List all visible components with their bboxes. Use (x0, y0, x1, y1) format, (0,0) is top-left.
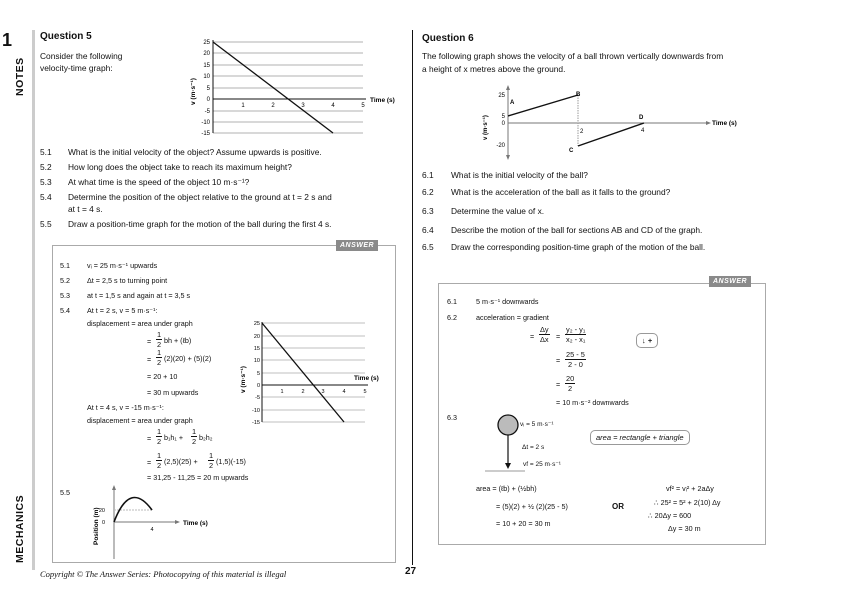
segment-ab (508, 95, 578, 116)
answer-text: b₁h₁ + (164, 433, 184, 442)
section-label: MECHANICS (14, 494, 26, 563)
svg-text:2: 2 (271, 103, 275, 109)
answer-text: Δt = 2,5 s to turning point (87, 276, 168, 285)
svg-text:B: B (576, 92, 581, 98)
svg-text:-20: -20 (496, 143, 505, 149)
svg-text:4: 4 (150, 527, 154, 533)
answer-text: ∴ 25² = 5² + 2(10) Δy (654, 498, 721, 507)
answer-text: (1,5)(-15) (216, 457, 246, 466)
question-number: 6.3 (422, 206, 434, 216)
svg-text:15: 15 (203, 63, 210, 69)
svg-text:v (m·s⁻¹): v (m·s⁻¹) (240, 366, 247, 393)
sign-convention-badge: ↓ + (636, 333, 658, 348)
svg-text:Time (s): Time (s) (354, 375, 379, 382)
equals: = (556, 332, 561, 341)
answer-text: At t = 4 s, v = -15 m·s⁻¹: (87, 403, 164, 412)
q6-intro: a height of x metres above the ground. (422, 64, 566, 74)
answer-tag: ANSWER (709, 276, 751, 287)
question-number: 6.5 (422, 242, 434, 252)
question-6-title: Question 6 (422, 33, 474, 44)
svg-text:-10: -10 (201, 120, 210, 126)
svg-text:5: 5 (361, 103, 365, 109)
answer-number: 5.1 (60, 261, 70, 270)
answer-text: vᵢ = 25 m·s⁻¹ upwards (87, 261, 158, 270)
answer-number: 6.2 (447, 313, 457, 322)
question-text: Determine the position of the object relative to the ground at t = 2 s and (68, 192, 332, 202)
q6-velocity-time-graph (470, 85, 750, 160)
answer-number: 5.2 (60, 276, 70, 285)
equals: = (147, 458, 152, 467)
q5-intro: Consider the following (40, 51, 123, 61)
answer-text: = 10 + 20 = 30 m (496, 519, 551, 528)
fraction-half: $\frac{1}{2}$ (157, 427, 162, 447)
copyright-notice: Copyright © The Answer Series: Photocopying of this material is illegal (40, 569, 287, 579)
question-number: 5.5 (40, 219, 52, 229)
fraction-dy-dx: $\frac{\Delta y}{\Delta x}$ (540, 325, 549, 345)
answer-text: displacement = area under graph (87, 319, 193, 328)
question-number: 6.1 (422, 170, 434, 180)
svg-text:D: D (639, 115, 644, 121)
answer-number: 5.4 (60, 306, 70, 315)
svg-text:0: 0 (206, 97, 210, 103)
svg-text:-10: -10 (252, 408, 260, 414)
notes-label: NOTES (14, 57, 26, 96)
svg-text:v (m·s⁻¹): v (m·s⁻¹) (190, 78, 197, 105)
question-5-title: Question 5 (40, 31, 92, 42)
svg-text:5: 5 (501, 114, 505, 120)
svg-text:10: 10 (253, 358, 260, 364)
area-hint-box: area = rectangle + triangle (590, 430, 690, 445)
answer-text: b₂h₂ (199, 433, 213, 442)
svg-text:2: 2 (580, 129, 584, 135)
fraction-half: $\frac{1}{2}$ (157, 348, 162, 368)
svg-text:5: 5 (206, 86, 210, 92)
svg-text:A: A (510, 100, 515, 106)
svg-text:4: 4 (342, 389, 346, 395)
svg-text:20: 20 (203, 51, 210, 57)
answer-velocity-time-graph (235, 318, 395, 428)
answer-text: Δy = 30 m (668, 524, 701, 533)
equals: = (556, 380, 561, 389)
equals: = (147, 434, 152, 443)
margin-bar (32, 30, 35, 570)
svg-text:1: 1 (280, 389, 284, 395)
answer-text: = 31,25 - 11,25 = 20 m upwards (147, 473, 249, 482)
answer-text: area = (ℓb) + (½bh) (476, 484, 537, 493)
answer-number: 6.3 (447, 413, 457, 422)
svg-text:Time (s): Time (s) (712, 120, 737, 127)
fraction: $\frac{20}{2}$ (566, 374, 575, 394)
fraction-half: $\frac{1}{2}$ (157, 451, 162, 471)
ball-icon (498, 415, 518, 435)
svg-text:15: 15 (253, 346, 260, 352)
answer-text: (2,5)(25) + (164, 457, 198, 466)
question-number: 5.2 (40, 162, 52, 172)
answer-text: = (5)(2) + ½ (2)(25 - 5) (496, 502, 568, 511)
fraction-gradient: $\frac{\text{y₂ - y₁}}{\text{x₂ - x₁}}$ (566, 325, 586, 345)
position-time-graph (85, 485, 215, 560)
answer-text: 5 m·s⁻¹ downwards (476, 297, 539, 306)
svg-text:Position (m): Position (m) (93, 507, 100, 545)
answer-text: ∴ 20Δy = 600 (648, 511, 692, 520)
answer-number: 5.5 (60, 488, 70, 497)
answer-number: 5.3 (60, 291, 70, 300)
svg-text:4: 4 (331, 103, 335, 109)
arrow-down-icon (505, 463, 511, 469)
question-number: 6.4 (422, 225, 434, 235)
question-text: Describe the motion of the ball for sections AB and CD of the graph. (451, 225, 703, 235)
equals: = (556, 356, 561, 365)
question-text: Determine the value of x. (451, 206, 545, 216)
q5-velocity-time-graph (180, 35, 410, 140)
equals: = (147, 355, 152, 364)
svg-text:5: 5 (363, 389, 367, 395)
svg-text:2: 2 (301, 389, 305, 395)
chapter-number: 1 (2, 30, 13, 50)
q6-intro: The following graph shows the velocity of a ball thrown vertically downwards from (422, 51, 724, 61)
fraction-half: $\frac{1}{2}$ (157, 330, 162, 350)
svg-text:-15: -15 (252, 420, 260, 426)
answer-text: vf² = vᵢ² + 2aΔy (666, 484, 714, 493)
q5-intro: velocity-time graph: (40, 63, 113, 73)
or-label: OR (612, 502, 624, 511)
answer-text: at t = 1,5 s and again at t = 3,5 s (87, 291, 191, 300)
fraction-half: $\frac{1}{2}$ (209, 451, 214, 471)
svg-text:20: 20 (98, 508, 105, 514)
svg-text:3: 3 (321, 389, 325, 395)
answer-number: 6.1 (447, 297, 457, 306)
answer-text: Δt = 2 s (522, 444, 545, 451)
svg-text:20: 20 (253, 334, 260, 340)
question-text: Draw the corresponding position-time graph of the motion of the ball. (451, 242, 706, 252)
svg-text:3: 3 (301, 103, 305, 109)
svg-text:25: 25 (253, 321, 260, 327)
answer-text: bh + (ℓb) (164, 336, 192, 345)
question-text: At what time is the speed of the object 10 m·s⁻¹? (68, 177, 250, 187)
svg-text:-5: -5 (204, 109, 210, 115)
svg-text:Time (s): Time (s) (183, 520, 208, 527)
question-text: Draw a position-time graph for the motion of the ball during the first 4 s. (68, 219, 332, 229)
svg-text:25: 25 (498, 93, 505, 99)
answer-tag: ANSWER (336, 240, 378, 251)
svg-text:C: C (569, 148, 574, 154)
svg-text:0: 0 (501, 121, 505, 127)
question-text: What is the initial velocity of the object? Assume upwards is positive. (68, 147, 322, 157)
fraction-half: $\frac{1}{2}$ (192, 427, 197, 447)
answer-text: vᵢ = 5 m·s⁻¹ (520, 421, 554, 428)
svg-text:1: 1 (241, 103, 245, 109)
svg-text:Time (s): Time (s) (370, 97, 395, 104)
question-number: 5.1 (40, 147, 52, 157)
svg-text:0: 0 (256, 383, 260, 389)
question-text: What is the initial velocity of the ball? (451, 170, 588, 180)
fraction: $\frac{25 - 5}{2 - 0}$ (566, 350, 585, 370)
falling-ball-diagram (485, 413, 525, 473)
question-text: What is the acceleration of the ball as it falls to the ground? (451, 187, 671, 197)
svg-text:5: 5 (256, 371, 260, 377)
answer-text: vf = 25 m·s⁻¹ (523, 461, 561, 468)
column-divider (412, 30, 413, 565)
equals: = (147, 337, 152, 346)
svg-text:4: 4 (641, 128, 645, 134)
answer-text: At t = 2 s, v = 5 m·s⁻¹: (87, 306, 158, 315)
question-number: 5.3 (40, 177, 52, 187)
svg-text:10: 10 (203, 74, 210, 80)
question-text: at t = 4 s. (68, 204, 103, 214)
answer-text: (2)(20) + (5)(2) (164, 354, 212, 363)
equals: = (530, 332, 535, 341)
segment-cd (578, 123, 644, 146)
answer-text: acceleration = gradient (476, 313, 549, 322)
answer-text: displacement = area under graph (87, 416, 193, 425)
svg-text:v (m·s⁻¹): v (m·s⁻¹) (483, 115, 489, 140)
svg-text:0: 0 (101, 520, 105, 526)
page-number: 27 (405, 566, 417, 577)
question-number: 5.4 (40, 192, 52, 202)
svg-text:-5: -5 (255, 395, 260, 401)
answer-text: = 30 m upwards (147, 388, 199, 397)
question-text: How long does the object take to reach its maximum height? (68, 162, 292, 172)
svg-text:25: 25 (203, 40, 210, 46)
answer-text: = 20 + 10 (147, 372, 178, 381)
question-number: 6.2 (422, 187, 434, 197)
answer-text: = 10 m·s⁻² downwards (556, 398, 629, 407)
svg-text:-15: -15 (201, 131, 210, 137)
